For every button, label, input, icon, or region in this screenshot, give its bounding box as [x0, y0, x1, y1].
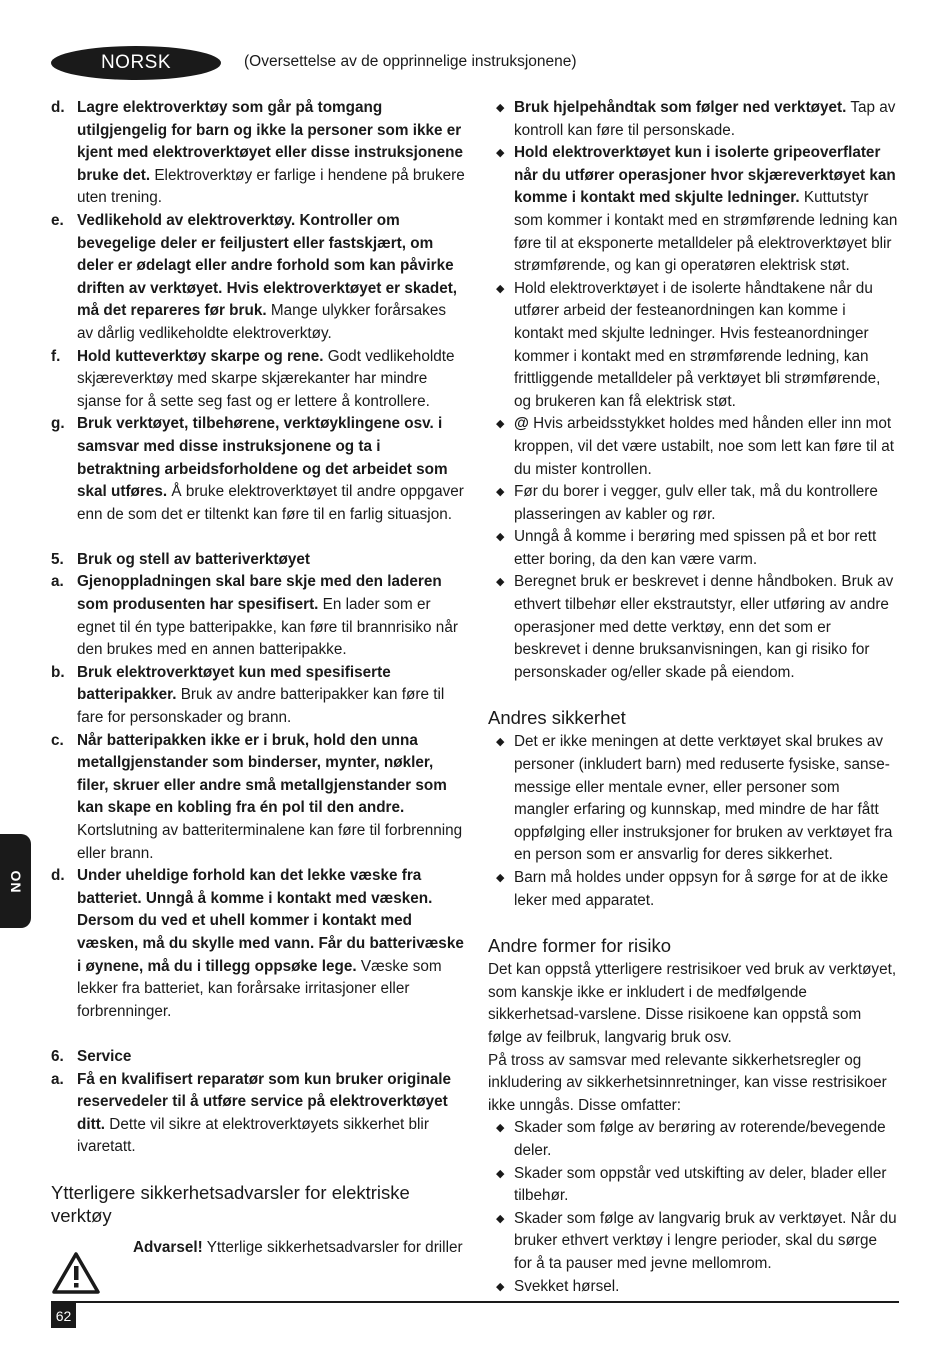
- item-text: Skader som følge av berøring av roterende/bevegende deler.: [514, 1119, 886, 1159]
- list-item: [488, 1276, 898, 1299]
- diamond-bullet-icon: ◆: [496, 1212, 505, 1225]
- diamond-bullet-icon: ◆: [496, 486, 505, 499]
- item-label: c.: [51, 731, 64, 749]
- list-item: [488, 867, 898, 912]
- item-text: Skader som følge av langvarig bruk av verktøyet. Når du bruker ethvert verktøy i lengre perioder, skal du sørge for å ta pauser med jevne mellomrom.: [514, 1209, 897, 1272]
- item-text: Godt vedlikeholdte skjæreverktøy med skarpe skjærekanter har mindre sjanse for å sette seg fast og er lettere å kontrollere.: [77, 347, 455, 410]
- item-bold-text: Bruk verktøyet, tilbehørene, verktøyklingene osv. i samsvar med disse instruksjonene og ta i betraktning arbeidsforholdene og det arbeidet som skal utføres.: [77, 415, 448, 501]
- item-text: Unngå å komme i berøring med spissen på et bor rett etter boring, da den kan være varm.: [514, 528, 877, 568]
- warning-text: Ytterlige sikkerhetsadvarsler for driller: [202, 1238, 463, 1256]
- andres-sikkerhet-heading: Andres sikkerhet: [488, 707, 626, 729]
- item-text: Å bruke elektroverktøyet til andre oppgaver enn de som det er tiltenkt kan føre til en farlig situasjon.: [77, 483, 464, 523]
- list-item: [51, 662, 466, 730]
- item-label: g.: [51, 415, 65, 433]
- list-item: [488, 278, 898, 414]
- item-text: Kortslutning av batteriterminalene kan føre til forbrenning eller brann.: [77, 822, 463, 862]
- list-item: [51, 1069, 466, 1159]
- list-item: [488, 481, 898, 526]
- list-item: [51, 730, 466, 866]
- extra-warnings-heading: Ytterligere sikkerhetsadvarsler for elektriske verktøy: [51, 1181, 410, 1226]
- diamond-bullet-icon: ◆: [496, 576, 505, 589]
- section-heading: [51, 549, 466, 572]
- diamond-bullet-icon: ◆: [496, 736, 505, 749]
- warning-label: Advarsel!: [133, 1238, 203, 1256]
- page-number: 62: [51, 1303, 76, 1328]
- paragraph: Det kan oppstå ytterligere restrisikoer ved bruk av verktøyet, som kanskje ikke er inkludert i de medfølgende sikkerhetsad-varslene. Disse risikoene kan oppstå som følge av feilbruk, langvarig bruk osv.: [488, 961, 897, 1046]
- item-label: a.: [51, 573, 64, 591]
- side-language-tab: [0, 834, 31, 928]
- item-label: e.: [51, 211, 64, 229]
- list-item: [488, 142, 898, 278]
- diamond-bullet-icon: ◆: [496, 1122, 505, 1135]
- item-bold-text: Under uheldige forhold kan det lekke væske fra batteriet. Unngå å komme i kontakt med væsken. Dersom du ved et uhell kommer i kontakt med væsken, må du skylle med vann. Får du batterivæske i øynene, må du i tillegg oppsøke lege.: [77, 867, 464, 975]
- header-note: (Oversettelse av de opprinnelige instruksjonene): [244, 53, 577, 70]
- diamond-bullet-icon: ◆: [496, 872, 505, 884]
- left-column: [51, 97, 466, 1303]
- list-item: [488, 731, 898, 867]
- item-text: Barn må holdes under oppsyn for å sørge for at de ikke leker med apparatet.: [514, 869, 889, 909]
- diamond-bullet-icon: ◆: [496, 147, 505, 160]
- item-bold-text: Bruk hjelpehåndtak som følger ned verktøyet.: [514, 99, 847, 116]
- diamond-bullet-icon: ◆: [496, 102, 505, 114]
- diamond-bullet-icon: ◆: [496, 1167, 505, 1180]
- diamond-bullet-icon: ◆: [496, 531, 505, 544]
- item-label: b.: [51, 663, 65, 681]
- item-text: Beregnet bruk er beskrevet i denne håndboken. Bruk av ethvert tilbehør eller ekstrautstyr, eller utføring av andre operasjoner med dette verktøy, enn det som er beskrevet i denne bruksanvisningen, kan gi risiko for personskader og/eller skade på eiendom.: [514, 573, 894, 681]
- warning-box: [51, 1237, 466, 1303]
- item-bold-text: @: [514, 415, 529, 433]
- item-text: Hold elektroverktøyet i de isolerte håndtakene når du utfører arbeid der festeanordningen kan komme i kontakt med skjulte ledninger. Hvis festeanordninger kommer i kontakt med en strømførende ledning, kan frittliggende metalldeler på verktøyet bli strømførende, og brukeren kan få elektrisk støt.: [514, 279, 881, 410]
- right-column: [488, 97, 898, 1298]
- list-item: [488, 1163, 898, 1208]
- item-text: Skader som oppstår ved utskifting av deler, blader eller tilbehør.: [514, 1164, 887, 1205]
- list-item: [488, 413, 898, 481]
- item-text: Det er ikke meningen at dette verktøyet skal brukes av personer (inkludert barn) med reduserte fysiske, sanse-messige eller mentale evner, eller personer som mangler erfaring og kunnskap, med mindre de har fått oppfølging eller instruksjoner for bruken av verktøyet fra en person som er ansvarlig for deres sikkerhet.: [514, 733, 893, 864]
- list-item: [51, 97, 466, 210]
- item-text: Kuttutstyr som kommer i kontakt med en strømførende ledning kan føre til at eksponerte metalldeler på elektroverktøyet blir strømførende, og kan gi operatøren elektrisk støt.: [514, 189, 898, 275]
- item-bold-text: Få en kvalifisert reparatør som kun bruker originale reservedeler til å utføre service på elektroverktøyet ditt.: [77, 1070, 452, 1133]
- item-bold-text: Hold kutteverktøy skarpe og rene.: [77, 347, 324, 365]
- item-text: Dette vil sikre at elektroverktøyets sikkerhet blir ivaretatt.: [77, 1115, 429, 1156]
- language-label: NORSK: [100, 52, 172, 73]
- footer-rule: [51, 1301, 899, 1303]
- item-label: f.: [51, 347, 61, 365]
- andre-risiko-heading: Andre former for risiko: [488, 935, 671, 957]
- section-number: 5.: [51, 550, 64, 568]
- section-heading: [51, 1046, 466, 1069]
- list-item: [488, 571, 898, 684]
- item-text: Elektroverktøy er farlige i hendene på brukere uten trening.: [77, 166, 465, 207]
- item-text: Svekket hørsel.: [514, 1277, 620, 1295]
- list-item: [488, 97, 898, 142]
- item-text: En lader som er egnet til én type batteripakke, kan føre til brannrisiko når den brukes med en annen batteripakke.: [77, 596, 458, 659]
- list-item: [51, 413, 466, 526]
- item-bold-text: Gjenoppladningen skal bare skje med den laderen som produsenten har spesifisert.: [77, 573, 442, 614]
- list-item: [488, 1208, 898, 1276]
- warning-triangle-icon: [51, 1237, 133, 1303]
- diamond-bullet-icon: ◆: [496, 418, 505, 431]
- item-label: d.: [51, 99, 65, 116]
- list-item: [488, 1117, 898, 1162]
- item-label: d.: [51, 867, 65, 885]
- list-item: [488, 526, 898, 571]
- list-item: [51, 571, 466, 661]
- item-text: Tap av kontroll kan føre til personskade.: [514, 99, 896, 139]
- item-text: Før du borer i vegger, gulv eller tak, må du kontrollere plasseringen av kabler og rør.: [514, 483, 878, 523]
- item-text: Mange ulykker forårsakes av dårlig vedlikeholdte elektroverktøy.: [77, 302, 446, 342]
- section-title: Service: [77, 1047, 132, 1065]
- diamond-bullet-icon: ◆: [496, 1280, 505, 1293]
- diamond-bullet-icon: ◆: [496, 282, 505, 295]
- list-item: [51, 210, 466, 346]
- section-number: 6.: [51, 1047, 64, 1065]
- item-bold-text: Bruk elektroverktøyet kun med spesifiserte batteripakker.: [77, 663, 391, 704]
- section-title: Bruk og stell av batteriverktøyet: [77, 550, 310, 568]
- item-bold-text: Vedlikehold av elektroverktøy. Kontroller om bevegelige deler er feiljustert eller fastskjært, om deler er ødelagt eller andre forhold som kan påvirke driften av verktøyet. Hvis elektroverktøyet er skadet, må det repareres før bruk.: [77, 211, 458, 320]
- item-text: Bruk av andre batteripakker kan føre til fare for personskader og brann.: [77, 686, 445, 727]
- item-bold-text: Hold elektroverktøyet kun i isolerte gripeoverflater når du utfører operasjoner hvor skjæreverktøyet kan komme i kontakt med skjulte ledninger.: [514, 144, 896, 207]
- list-item: [51, 865, 466, 1023]
- language-badge: [51, 46, 221, 80]
- item-text: Hvis arbeidsstykket holdes med hånden eller inn mot kroppen, vil det være ustabilt, noe som lett kan føre til at du mister kontrollen.: [514, 415, 895, 478]
- list-item: [51, 346, 466, 414]
- item-label: a.: [51, 1070, 64, 1088]
- item-bold-text: Lagre elektroverktøy som går på tomgang utilgjengelig for barn og ikke la personer som ikke er kjent med elektroverktøyet eller disse instruksjonene bruke det.: [77, 99, 463, 184]
- paragraph: På tross av samsvar med relevante sikkerhetsregler og inkludering av sikkerhetsinnretninger, kan visse restrisikoer ikke unngås. Disse omfatter:: [488, 1051, 887, 1114]
- item-text: Væske som lekker fra batteriet, kan forårsake irritasjoner eller forbrenninger.: [77, 957, 442, 1020]
- item-bold-text: Når batteripakken ikke er i bruk, hold den unna metallgjenstander som binderser, mynter, nøkler, filer, skruer eller andre små metallgjenstander som kan skape en kobling fra én pol til den andre.: [77, 731, 447, 817]
- side-tab-label: NO: [7, 869, 24, 893]
